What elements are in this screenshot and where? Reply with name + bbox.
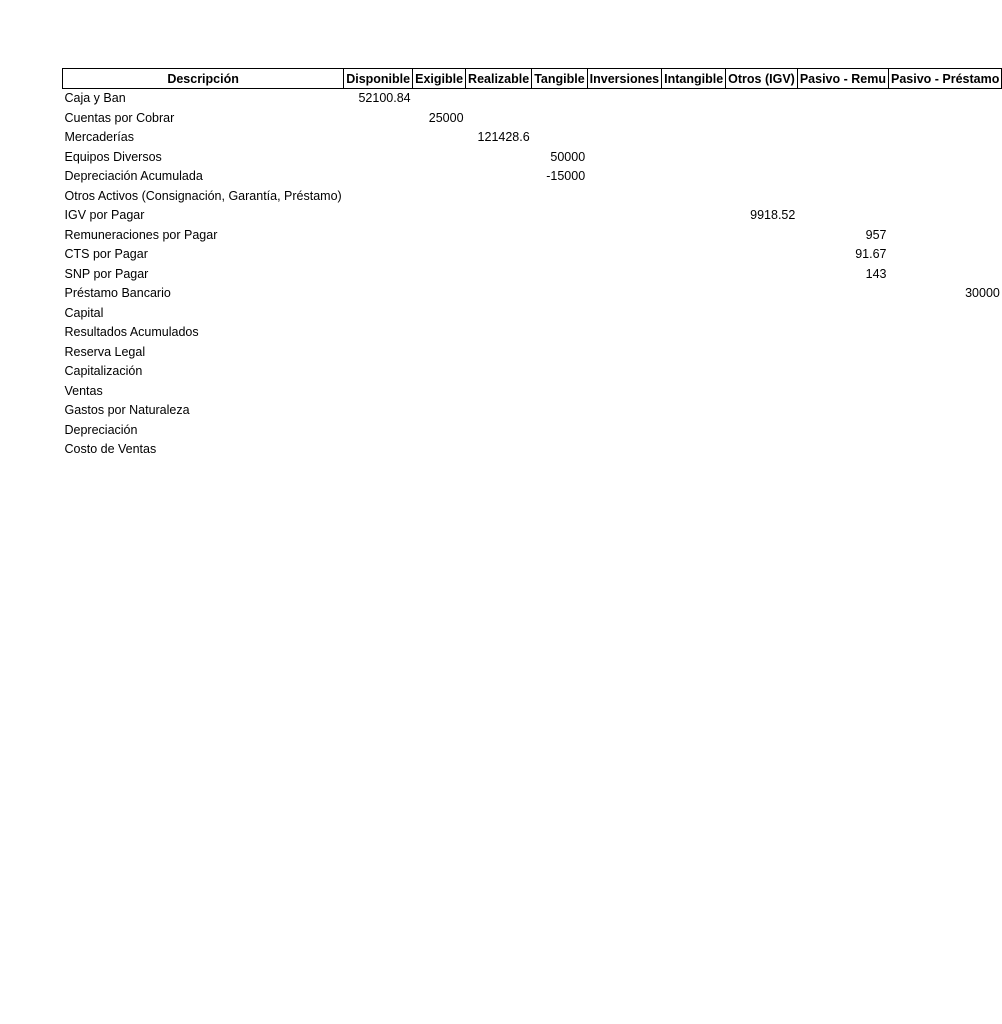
row-label (63, 109, 344, 129)
row-label-text: CTS por Pagar (64, 247, 148, 261)
value-cell (662, 323, 726, 343)
value-cell (662, 128, 726, 148)
value-cell (413, 187, 466, 207)
value-cell (662, 440, 726, 460)
value-cell (726, 304, 798, 324)
table-row (63, 245, 1002, 265)
table-row (63, 109, 1002, 129)
header-cell: Intangible (662, 69, 726, 89)
value-cell (797, 109, 888, 129)
row-label (63, 440, 344, 460)
value-cell (587, 245, 661, 265)
value-cell (466, 440, 532, 460)
value-cell (532, 284, 587, 304)
value-cell (797, 206, 888, 226)
value-cell (662, 382, 726, 402)
row-label (63, 226, 344, 246)
value-cell (726, 226, 798, 246)
value-cell (662, 265, 726, 285)
value-cell (888, 245, 1001, 265)
row-label (63, 343, 344, 363)
value-cell (797, 343, 888, 363)
value-cell (888, 206, 1001, 226)
value-cell (413, 167, 466, 187)
table-body (63, 89, 1002, 460)
table-row (63, 323, 1002, 343)
value-cell (726, 128, 798, 148)
value-cell (888, 148, 1001, 168)
value-cell (726, 148, 798, 168)
value-cell (662, 343, 726, 363)
row-label-text: Cuentas por Cobrar (64, 110, 175, 125)
value-cell (587, 401, 661, 421)
row-label (63, 362, 344, 382)
value-cell (344, 362, 413, 382)
value-cell (888, 401, 1001, 421)
value-cell (532, 206, 587, 226)
header-cell: Descripción (63, 69, 344, 89)
value-cell (466, 382, 532, 402)
value-cell (344, 245, 413, 265)
value-cell (344, 109, 413, 129)
value-cell (532, 109, 587, 129)
value-cell (662, 206, 726, 226)
table-row (63, 265, 1002, 285)
value-cell (413, 89, 466, 109)
table-row (63, 421, 1002, 441)
table-row (63, 148, 1002, 168)
value-cell (466, 284, 532, 304)
value-cell (888, 323, 1001, 343)
row-label-text: Costo de Ventas (64, 442, 157, 456)
value-cell (466, 89, 532, 109)
value-cell (532, 89, 587, 109)
row-label-text: IGV por Pagar (64, 208, 145, 222)
value-cell (726, 362, 798, 382)
value-cell (587, 265, 661, 285)
value-cell (344, 421, 413, 441)
table-row (63, 226, 1002, 246)
value-cell: 143 (865, 266, 887, 281)
value-cell (344, 382, 413, 402)
header-cell: Exigible (413, 69, 466, 89)
row-label (63, 421, 344, 441)
value-cell (466, 323, 532, 343)
value-cell (662, 148, 726, 168)
value-cell (888, 89, 1001, 109)
table-row (63, 167, 1002, 187)
value-cell (413, 401, 466, 421)
value-cell (797, 187, 888, 207)
value-cell (532, 401, 587, 421)
value-cell (726, 421, 798, 441)
value-cell (888, 382, 1001, 402)
header-cell: Inversiones (587, 69, 661, 89)
value-cell (413, 226, 466, 246)
value-cell (587, 440, 661, 460)
table-row (63, 440, 1002, 460)
header-cell: Pasivo - Préstamo (888, 69, 1001, 89)
row-label-text: Resultados Acumulados (64, 325, 199, 339)
table-row (63, 362, 1002, 382)
value-cell (344, 206, 413, 226)
value-cell (726, 265, 798, 285)
row-label (63, 128, 344, 148)
value-cell (662, 167, 726, 187)
value-cell (413, 382, 466, 402)
value-cell (726, 89, 798, 109)
table-row (63, 304, 1002, 324)
value-cell (344, 401, 413, 421)
value-cell (532, 421, 587, 441)
value-cell (344, 128, 413, 148)
row-label-text: Gastos por Naturaleza (64, 403, 190, 417)
value-cell (662, 109, 726, 129)
row-label (63, 382, 344, 402)
value-cell (726, 245, 798, 265)
value-cell (466, 265, 532, 285)
row-label-text: Capital (64, 305, 104, 320)
value-cell (726, 382, 798, 402)
value-cell (532, 226, 587, 246)
row-label (63, 401, 344, 421)
table-row (63, 128, 1002, 148)
value-cell (532, 304, 587, 324)
value-cell (888, 167, 1001, 187)
value-cell (413, 148, 466, 168)
value-cell (532, 128, 587, 148)
value-cell (797, 421, 888, 441)
value-cell (466, 343, 532, 363)
row-label (63, 265, 344, 285)
row-label (63, 167, 344, 187)
value-cell (344, 226, 413, 246)
value-cell (466, 401, 532, 421)
value-cell (726, 284, 798, 304)
value-cell (726, 343, 798, 363)
row-label-text: Depreciación (64, 422, 138, 437)
value-cell (532, 187, 587, 207)
value-cell (532, 343, 587, 363)
value-cell (888, 362, 1001, 382)
value-cell (587, 343, 661, 363)
value-cell (344, 148, 413, 168)
value-cell (726, 401, 798, 421)
value-cell (888, 226, 1001, 246)
value-cell (662, 401, 726, 421)
value-cell (413, 343, 466, 363)
value-cell (888, 440, 1001, 460)
value-cell (587, 167, 661, 187)
value-cell (888, 187, 1001, 207)
value-cell (587, 206, 661, 226)
value-cell (413, 284, 466, 304)
row-label-text: Préstamo Bancario (64, 286, 171, 300)
value-cell (413, 421, 466, 441)
value-cell (797, 323, 888, 343)
value-cell: 121428.6 (477, 130, 530, 144)
value-cell (726, 440, 798, 460)
value-cell (532, 440, 587, 460)
value-cell (797, 148, 888, 168)
header-cell: Pasivo - Remu (797, 69, 888, 89)
value-cell: 30000 (965, 286, 1000, 300)
table-row (63, 89, 1002, 109)
value-cell (413, 128, 466, 148)
table-row (63, 382, 1002, 402)
row-label-text: Capitalización (64, 364, 143, 378)
value-cell (587, 187, 661, 207)
value-cell: 957 (865, 227, 887, 242)
value-cell (662, 284, 726, 304)
value-cell (466, 245, 532, 265)
value-cell (587, 109, 661, 129)
value-cell (726, 323, 798, 343)
value-cell (797, 284, 888, 304)
value-cell (797, 89, 888, 109)
value-cell: 50000 (550, 149, 586, 164)
value-cell (532, 362, 587, 382)
value-cell (413, 304, 466, 324)
value-cell: -15000 (546, 169, 586, 183)
value-cell (662, 245, 726, 265)
value-cell (532, 323, 587, 343)
value-cell (344, 167, 413, 187)
value-cell (532, 265, 587, 285)
value-cell (532, 382, 587, 402)
value-cell (587, 421, 661, 441)
value-cell (587, 128, 661, 148)
balance-table (62, 68, 1002, 460)
value-cell (587, 382, 661, 402)
value-cell (587, 148, 661, 168)
table-row (63, 401, 1002, 421)
value-cell (413, 265, 466, 285)
value-cell (587, 304, 661, 324)
value-cell (413, 362, 466, 382)
header-cell: Realizable (466, 69, 532, 89)
value-cell (797, 382, 888, 402)
value-cell (344, 304, 413, 324)
value-cell (466, 362, 532, 382)
value-cell (413, 245, 466, 265)
value-cell (532, 245, 587, 265)
row-label-text: Caja y Ban (64, 91, 126, 105)
value-cell (413, 440, 466, 460)
table-row (63, 284, 1002, 304)
table-row (63, 343, 1002, 363)
value-cell (797, 304, 888, 324)
row-label-text: Reserva Legal (64, 344, 146, 359)
row-label-text: Depreciación Acumulada (64, 169, 203, 183)
value-cell (662, 89, 726, 109)
value-cell (587, 323, 661, 343)
value-cell (797, 128, 888, 148)
row-label-text: SNP por Pagar (64, 266, 149, 281)
table-row (63, 187, 1002, 207)
value-cell (726, 167, 798, 187)
value-cell: 52100.84 (358, 91, 411, 105)
row-label (63, 148, 344, 168)
value-cell (888, 109, 1001, 129)
value-cell (888, 128, 1001, 148)
value-cell (344, 323, 413, 343)
header-row (63, 69, 1002, 89)
value-cell (587, 226, 661, 246)
value-cell (662, 226, 726, 246)
value-cell (413, 206, 466, 226)
value-cell (587, 89, 661, 109)
value-cell (797, 167, 888, 187)
row-label-text: Otros Activos (Consignación, Garantía, Préstamo) (64, 188, 342, 203)
value-cell (466, 109, 532, 129)
value-cell (413, 323, 466, 343)
value-cell (466, 226, 532, 246)
value-cell (888, 421, 1001, 441)
value-cell (466, 304, 532, 324)
value-cell (466, 167, 532, 187)
value-cell (466, 187, 532, 207)
row-label-text: Ventas (64, 383, 103, 398)
spreadsheet (62, 68, 1002, 460)
value-cell (344, 343, 413, 363)
value-cell: 9918.52 (750, 208, 796, 222)
row-label (63, 245, 344, 265)
value-cell (662, 421, 726, 441)
value-cell (888, 265, 1001, 285)
row-label-text: Remuneraciones por Pagar (64, 227, 218, 242)
row-label-text: Equipos Diversos (64, 149, 162, 164)
value-cell (587, 362, 661, 382)
row-label (63, 206, 344, 226)
value-cell (466, 421, 532, 441)
row-label-text: Mercaderías (64, 130, 134, 144)
value-cell (797, 362, 888, 382)
value-cell: 25000 (428, 110, 464, 125)
row-label (63, 89, 344, 109)
value-cell (344, 187, 413, 207)
value-cell (344, 284, 413, 304)
value-cell (466, 148, 532, 168)
value-cell (662, 187, 726, 207)
header-cell: Otros (IGV) (726, 69, 798, 89)
value-cell (726, 109, 798, 129)
value-cell: 91.67 (855, 247, 887, 261)
row-label (63, 284, 344, 304)
value-cell (662, 362, 726, 382)
value-cell (344, 265, 413, 285)
value-cell (797, 401, 888, 421)
value-cell (888, 343, 1001, 363)
value-cell (726, 187, 798, 207)
header-cell: Disponible (344, 69, 413, 89)
value-cell (466, 206, 532, 226)
table-row (63, 206, 1002, 226)
value-cell (662, 304, 726, 324)
value-cell (587, 284, 661, 304)
value-cell (888, 304, 1001, 324)
row-label (63, 187, 344, 207)
value-cell (797, 440, 888, 460)
row-label (63, 304, 344, 324)
header-cell: Tangible (532, 69, 587, 89)
row-label (63, 323, 344, 343)
value-cell (344, 440, 413, 460)
